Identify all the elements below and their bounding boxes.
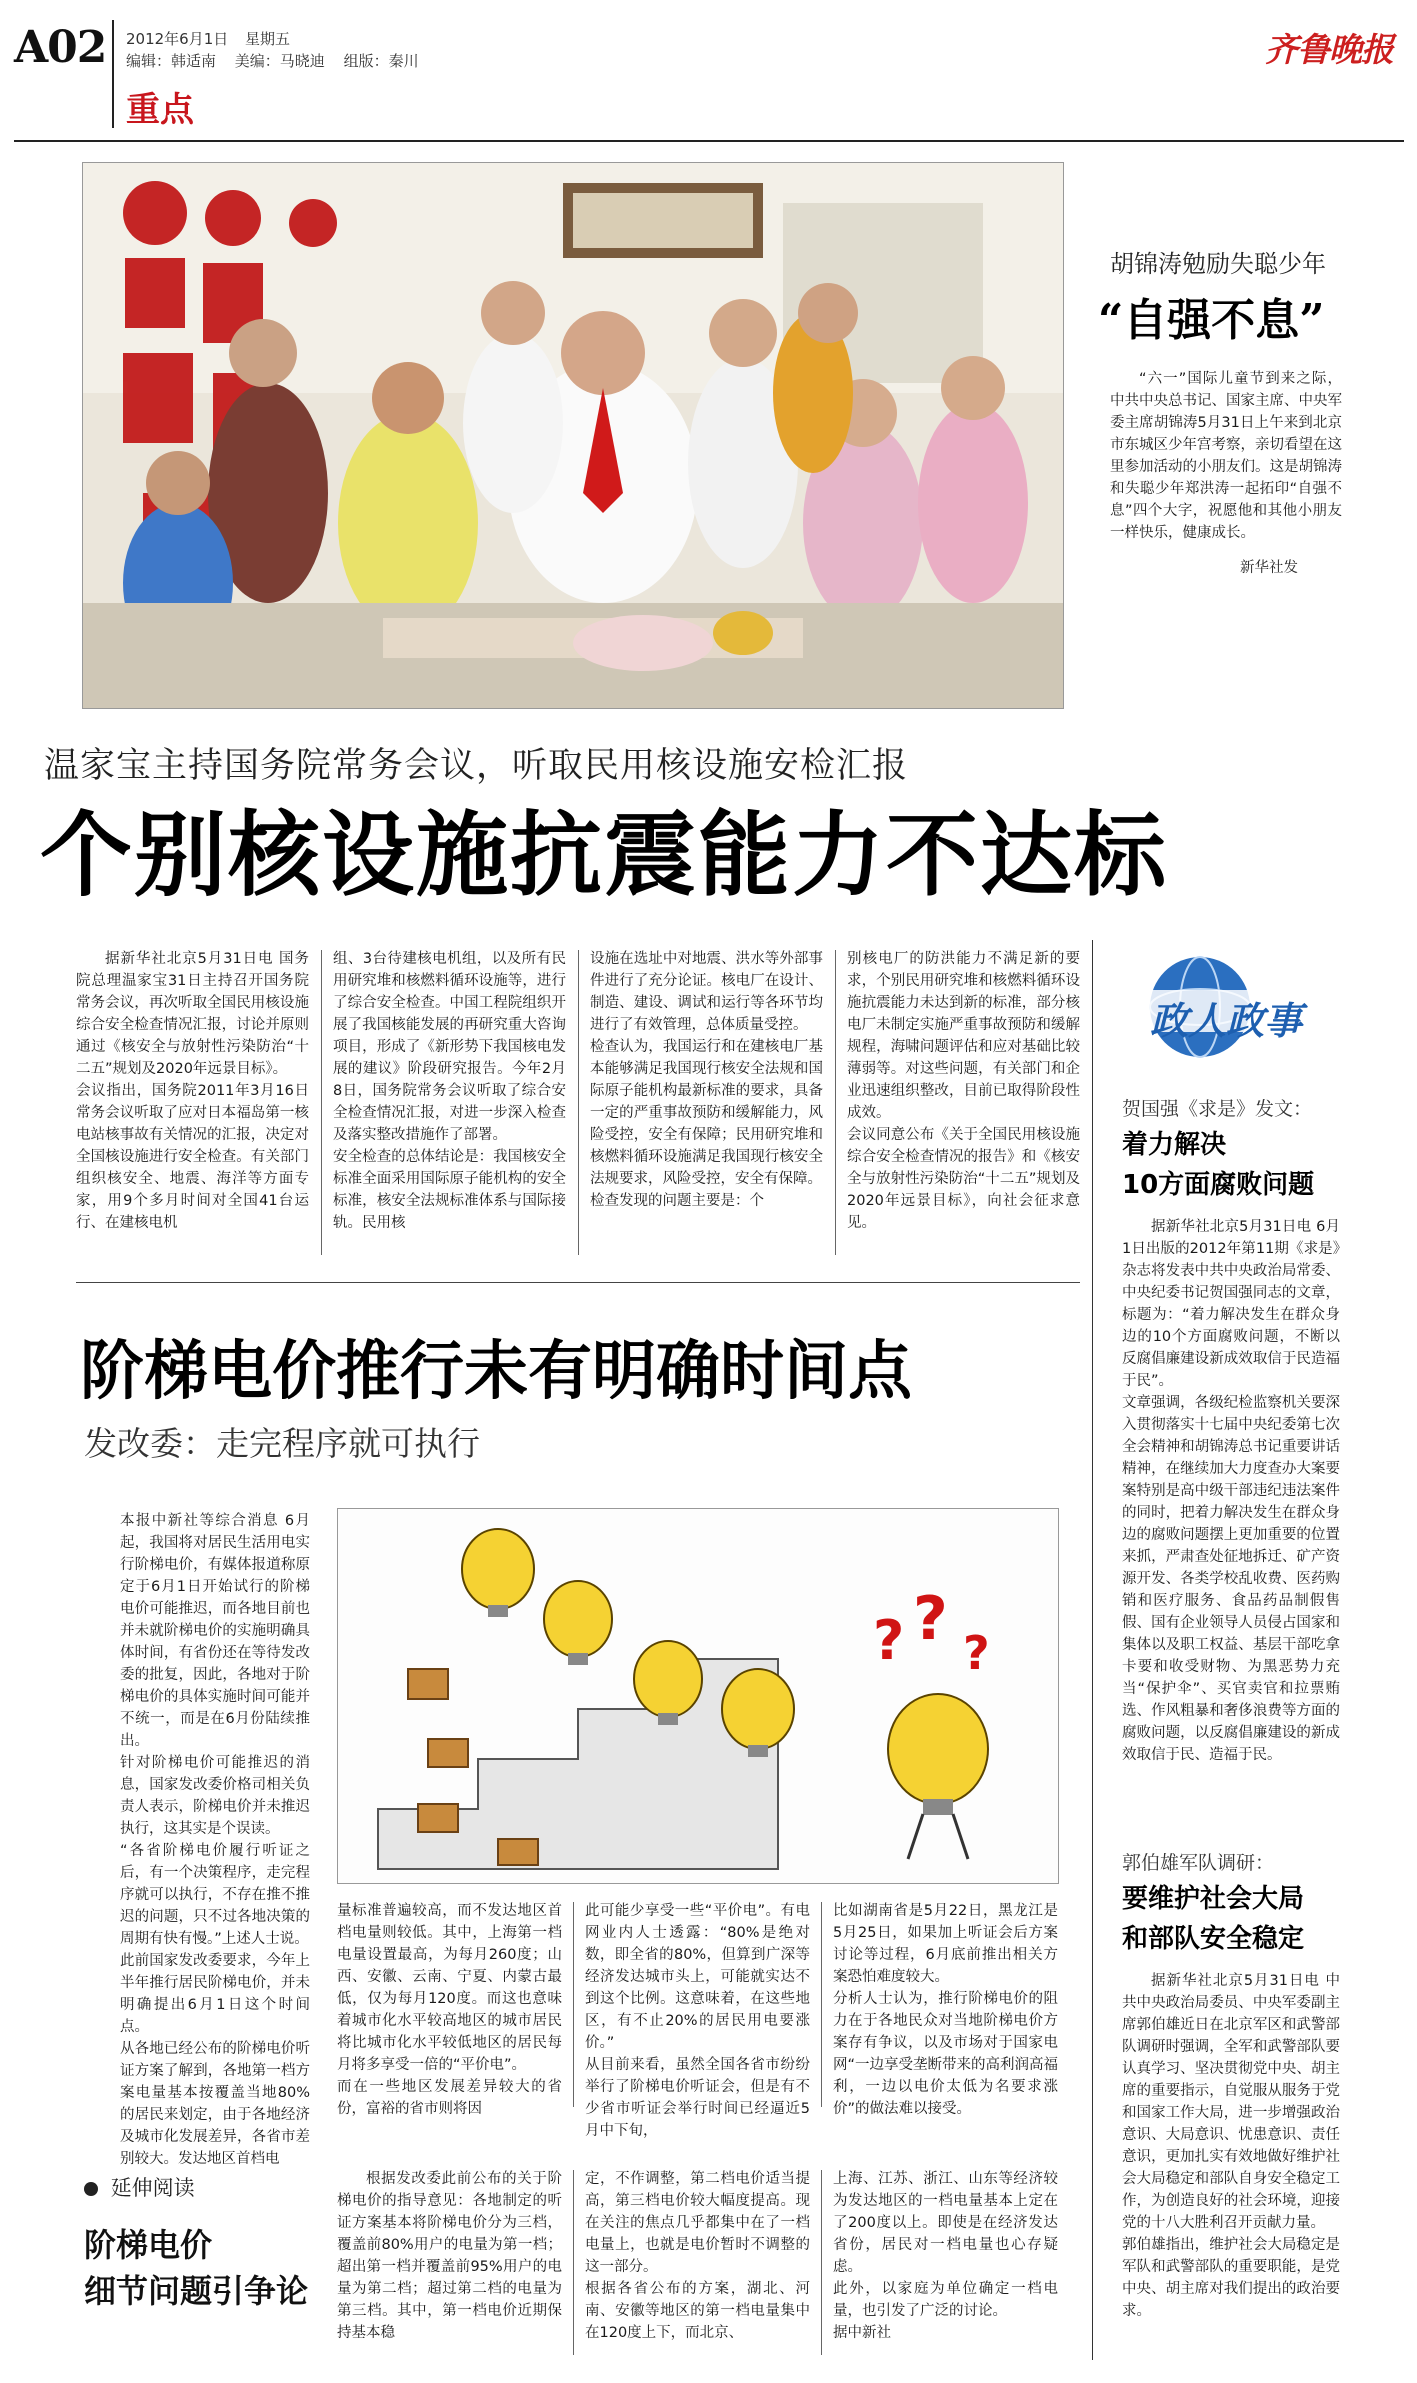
nuclear-col-3	[590, 948, 823, 1260]
cartoon-illustration	[338, 1509, 1058, 1883]
story2-body	[1122, 1970, 1340, 2360]
section-name: 重点	[126, 90, 194, 130]
photo-caption	[1110, 368, 1342, 564]
col-divider	[573, 2170, 574, 2355]
issue-date	[126, 28, 290, 49]
tiered-col-c-text: 此可能少享受一些“平价电”。有电网业内人士透露：“80%是绝对数，即全省的80%，但算到广深等经济发达城市头上，可能就实达不到这个比例。这意味着，在这些地区，有不止20%的居民用电要涨价。” 从目前来看，虽然全国各省市纷纷举行了阶梯电价听证会，但是有不少省市听证会举行时间已经逼近5月中下旬，	[585, 1903, 810, 2139]
hu-jintao-photo	[82, 162, 1064, 709]
extended-col-1-text: 根据发改委此前公布的关于阶梯电价的指导意见：各地制定的听证方案基本将阶梯电价分为三档，覆盖前80%用户的电量为第一档；超出第一档并覆盖前95%用户的电量为第二档；超过第二档的电量为第三档。其中，第一档电价近期保持基本稳	[337, 2171, 562, 2341]
col-divider	[573, 1902, 574, 2107]
tiered-headline: 阶梯电价推行未有明确时间点	[80, 1334, 912, 1409]
svg-text:?: ?	[873, 1609, 905, 1672]
extended-col-2-text: 定，不作调整，第二档电价适当提高，第三档电价较大幅度提高。现在关注的焦点几乎都集中在了一档电量上，也就是电价暂时不调整的这一部分。 根据各省公布的方案，湖北、河南、安徽等地区的第一档电量集中在120度上下，而北京、	[585, 2171, 810, 2341]
nuclear-col-4	[847, 948, 1080, 1260]
date-text: 2012年6月1日	[126, 30, 229, 48]
tiered-left-col	[120, 1510, 310, 2167]
masthead-rule	[14, 140, 1404, 142]
sidebar-logo	[1120, 952, 1340, 1062]
nuclear-col-2-text: 组、3台待建核电机组，以及所有民用研究堆和核燃料循环设施等，进行了综合安全检查。中国工程院组织开展了我国核能发展的再研究重大咨询项目，形成了《新形势下我国核电发展的建议》阶段研究报告。今年2月8日，国务院常务会议听取了综合安全检查情况汇报，对进一步深入检查及落实整改措施作了部署。 安全检查的总体结论是：我国核安全标准全面采用国际原子能机构的安全标准，核安全法规标准体系与国际接轨。民用核	[333, 951, 566, 1231]
col-divider	[821, 2170, 822, 2355]
story1-headline-line2: 10方面腐败问题	[1122, 1170, 1315, 1200]
story2-kicker: 郭伯雄军队调研：	[1122, 1852, 1275, 1874]
extended-reading-icon	[84, 2182, 98, 2196]
nuclear-col-4-text: 别核电厂的防洪能力不满足新的要求，个别民用研究堆和核燃料循环设施抗震能力未达到新的标准，部分核电厂未制定实施严重事故预防和缓解规程，海啸问题评估和应对基础比较薄弱等。对这些问题，有关部门和企业迅速组织整改，目前已取得阶段性成效。 会议同意公布《关于全国民用核设施综合安全检查情况的报告》和《核安全与放射性污染防治“十二五”规划及2020年远景目标》，向社会征求意见。	[847, 951, 1080, 1231]
nuclear-headline: 个别核设施抗震能力不达标	[40, 801, 1169, 909]
extended-headline-line1: 阶梯电价	[84, 2226, 213, 2264]
nuclear-col-3-text: 设施在选址中对地震、洪水等外部事件进行了充分论证。核电厂在设计、制造、建设、调试和运行等各环节均进行了有效管理，总体质量受控。 检查认为，我国运行和在建核电厂基本能够满足我国现行核安全法规和国际原子能机构最新标准的要求，具备一定的严重事故预防和缓解能力，风险受控，安全有保障；民用研究堆和核燃料循环设施满足我国现行核安全法规要求，风险受控，安全有保障。 检查发现的问题主要是：个	[590, 951, 823, 1209]
tiered-left-col-text: 本报中新社等综合消息 6月起，我国将对居民生活用电实行阶梯电价，有媒体报道称原定于6月1日开始试行的阶梯电价可能推迟，而各地目前也并未就阶梯电价的实施明确具体时间，有省份还在等待发改委的批复，因此，各地对于阶梯电价的具体实施时间可能并不统一，而是在6月份陆续推出。 针对阶梯电价可能推迟的消息，国家发改委价格司相关负责人表示，阶梯电价并未推迟执行，这其实是个误读。 “各省阶梯电价履行听证之后，有一个决策程序，走完程序就可以执行，不存在推不推迟的问题，只不过各地决策的周期有快有慢。”上述人士说。 此前国家发改委要求，今年上半年推行居民阶梯电价，并未明确提出6月1日这个时间点。 从各地已经公布的阶梯电价听证方案了解到，各地第一档方案电量基本按覆盖当地80%的居民来划定，由于各地经济及城市化发展差异，各省市差别较大。发达地区首档电	[120, 1513, 310, 2167]
extended-col-3	[833, 2168, 1058, 2358]
story2-headline-line2: 和部队安全稳定	[1122, 1924, 1305, 1954]
story1-body	[1122, 1216, 1340, 1836]
editor-text: 编辑：韩适南	[126, 52, 217, 70]
layout-editor-text: 组版：秦川	[343, 52, 419, 70]
extended-col-2	[585, 2168, 810, 2358]
photo-headline-main: “自强不息”	[1098, 295, 1325, 346]
photo-headline-kicker: 胡锦涛勉励失聪少年	[1110, 250, 1326, 278]
col-divider	[578, 950, 579, 1255]
story2-body-text: 据新华社北京5月31日电 中共中央政治局委员、中央军委副主席郭伯雄近日在北京军区和武警部队调研时强调，全军和武警部队要认真学习、坚决贯彻党中央、胡主席的重要指示，自觉服从服务于党和国家工作大局，进一步增强政治意识、大局意识、忧患意识、责任意识，更加扎实有效地做好维护社会大局稳定和部队自身安全稳定工作，为创造良好的社会环境，迎接党的十八大胜利召开贡献力量。 郭伯雄指出，维护社会大局稳定是军队和武警部队的重要职能，是党中央、胡主席对我们提出的政治要求。	[1122, 1973, 1340, 2319]
sidebar-divider	[1092, 940, 1093, 2360]
paper-logo: 齐鲁晚报	[1265, 30, 1393, 69]
story1-body-text: 据新华社北京5月31日电 6月1日出版的2012年第11期《求是》杂志将发表中共中央政治局常委、中央纪委书记贺国强同志的文章，标题为：“着力解决发生在群众身边的10个方面腐败问题，不断以反腐倡廉建设新成效取信于民造福于民”。 文章强调，各级纪检监察机关要深入贯彻落实十七届中央纪委第七次全会精神和胡锦涛总书记重要讲话精神，在继续加大力度查办大案要案特别是高中级干部违纪违法案件的同时，把着力解决发生在群众身边的腐败问题摆上更加重要的位置来抓，严肃查处征地拆迁、矿产资源开发、各类学校乱收费、医药购销和医疗服务、食品药品制假售假、国有企业领导人员侵占国家和集体以及职工权益、基层干部吃拿卡要和收受财物、为黑恶势力充当“保护伞”、买官卖官和拉票贿选、作风粗暴和奢侈浪费等方面的腐败问题，以反腐倡廉建设的新成效取信于民、造福于民。	[1122, 1219, 1340, 1763]
tiered-col-d-text: 比如湖南省是5月22日，黑龙江是5月25日，如果加上听证会后方案讨论等过程，6月底前推出相关方案恐怕难度较大。 分析人士认为，推行阶梯电价的阻力在于各地民众对当地阶梯电价方案存有争议，以及市场对于国家电网“一边享受垄断带来的高利润高福利，一边以电价太低为名要求涨价”的做法难以接受。	[833, 1903, 1059, 2117]
section-rule	[76, 1282, 1080, 1283]
col-divider	[321, 950, 322, 1255]
col-divider	[835, 950, 836, 1255]
photo-credit: 新华社发	[1240, 560, 1298, 576]
story1-headline-line1: 着力解决	[1122, 1130, 1227, 1160]
caption-text: “六一”国际儿童节到来之际，中共中央总书记、国家主席、中央军委主席胡锦涛5月31日上午来到北京市东城区少年宫考察，亲切看望在这里参加活动的小朋友们。这是胡锦涛和失聪少年郑洪涛一起拓印“自强不息”四个大字，祝愿他和其他小朋友一样快乐，健康成长。	[1110, 371, 1342, 541]
masthead	[0, 0, 1417, 135]
extended-col-3-text: 上海、江苏、浙江、山东等经济较为发达地区的一档电量基本上定在了200度以上。即使是在经济发达省份，居民对一档电量也心存疑虑。 此外，以家庭为单位确定一档电量，也引发了广泛的讨论。 据中新社	[833, 2171, 1058, 2341]
svg-text:?: ?	[913, 1584, 948, 1654]
masthead-divider	[112, 20, 114, 128]
nuclear-col-1-text: 据新华社北京5月31日电 国务院总理温家宝31日主持召开国务院常务会议，再次听取全国民用核设施综合安全检查情况汇报，讨论并原则通过《核安全与放射性污染防治“十二五”规划及2020年远景目标》。 会议指出，国务院2011年3月16日常务会议听取了应对日本福岛第一核电站核事故有关情况的汇报，决定对全国核设施进行安全检查。有关部门组织核安全、地震、海洋等方面专家，用9个多月时间对全国41台运行、在建核电机	[76, 951, 309, 1231]
nuclear-col-1	[76, 948, 309, 1260]
art-editor-text: 美编：马晓迪	[234, 52, 325, 70]
extended-headline-line2: 细节问题引争论	[84, 2272, 309, 2310]
lightbulb-cartoon	[337, 1508, 1059, 1884]
tiered-col-b	[337, 1900, 562, 2117]
extended-col-1	[337, 2168, 562, 2358]
story1-kicker: 贺国强《求是》发文：	[1122, 1098, 1313, 1120]
photo-illustration	[83, 163, 1063, 708]
page-code: A02	[14, 22, 107, 73]
sidebar-logo-text: 政人政事	[1150, 998, 1303, 1043]
tiered-col-d	[833, 1900, 1059, 2117]
editor-line	[126, 50, 419, 71]
nuclear-kicker: 温家宝主持国务院常务会议，听取民用核设施安检汇报	[44, 746, 909, 786]
story2-headline-line1: 要维护社会大局	[1122, 1884, 1305, 1914]
col-divider	[821, 1902, 822, 2107]
extended-label-text: 延伸阅读	[110, 2176, 195, 2200]
nuclear-col-2	[333, 948, 566, 1260]
tiered-col-b-text: 量标准普遍较高，而不发达地区首档电量则较低。其中，上海第一档电量设置最高，为每月260度；山西、安徽、云南、宁夏、内蒙古最低，仅为每月120度。而这也意味着城市化水平较高地区的城市居民将比城市化水平较低地区的居民每月将多享受一倍的“平价电”。 而在一些地区发展差异较大的省份，富裕的省市则将因	[337, 1903, 562, 2117]
svg-text:?: ?	[963, 1626, 990, 1680]
tiered-subhead: 发改委：走完程序就可执行	[84, 1424, 480, 1463]
weekday-text: 星期五	[245, 30, 291, 48]
tiered-col-c	[585, 1900, 810, 2139]
extended-label	[84, 2172, 195, 2202]
